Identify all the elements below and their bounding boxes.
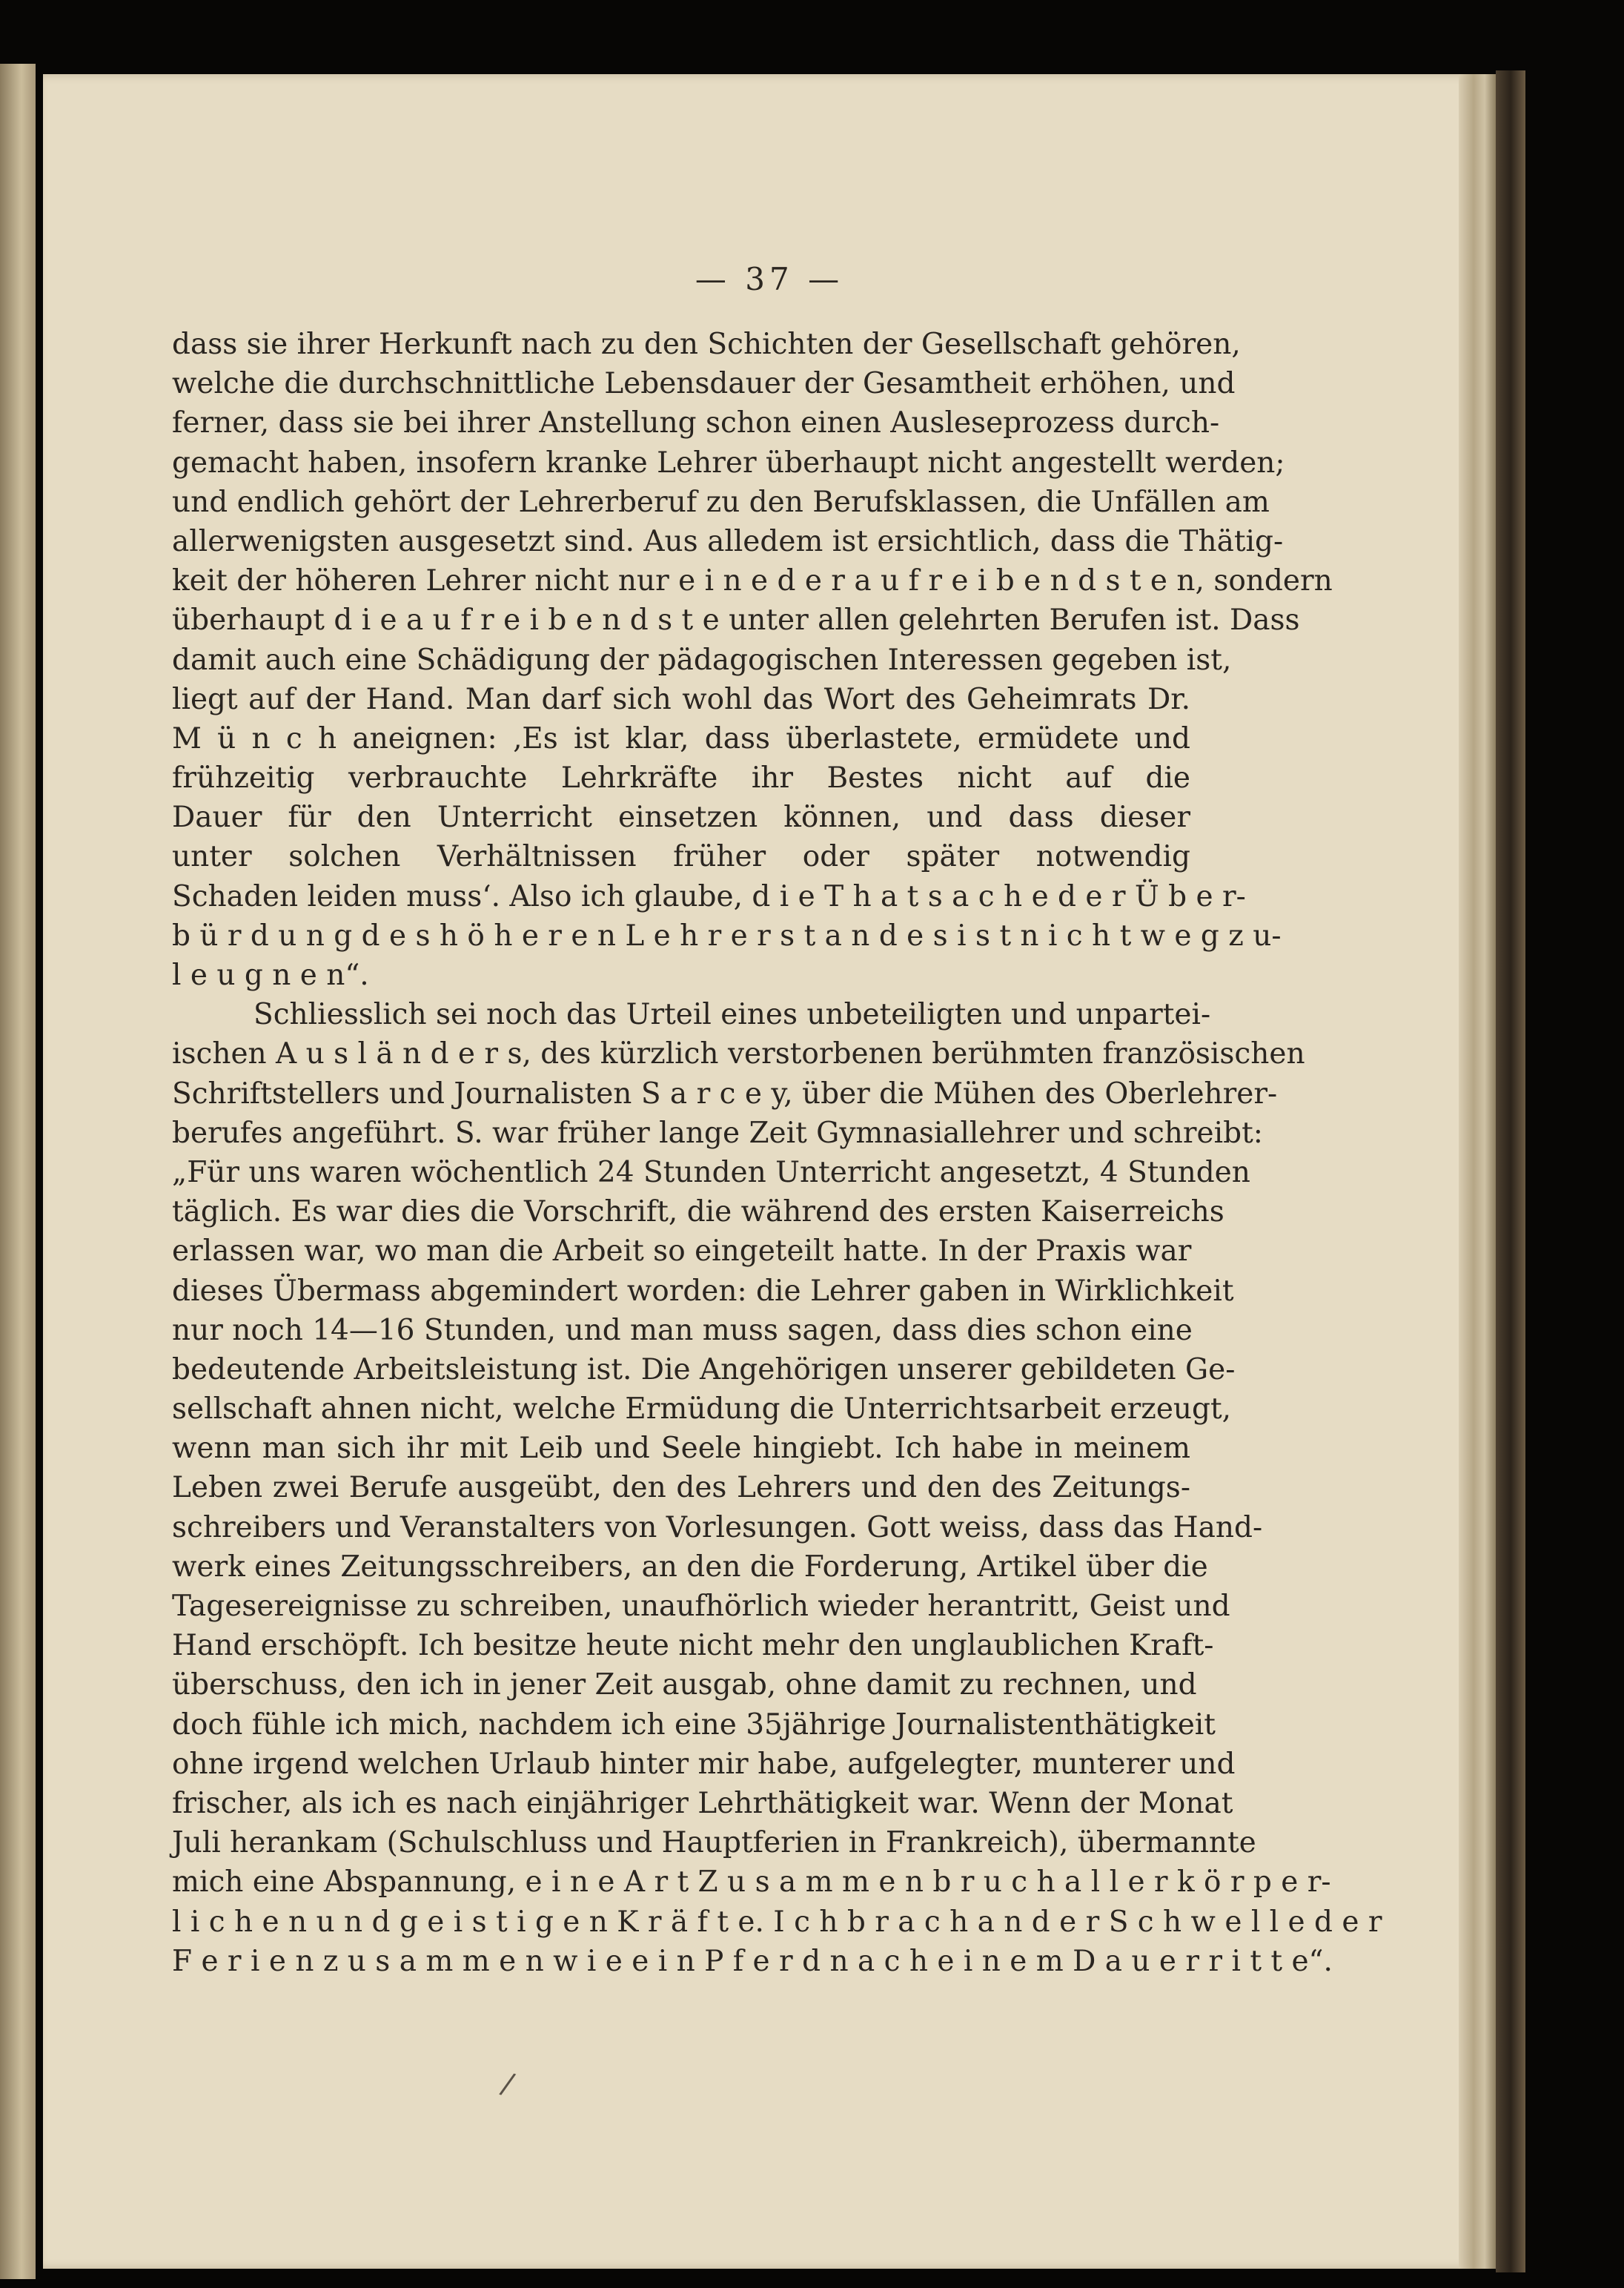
text-line: frühzeitig verbrauchte Lehrkräfte ihr Bestes nicht auf die [172, 761, 1190, 796]
text-line: Tagesereignisse zu schreiben, unaufhörlich wieder herantritt, Geist und [172, 1590, 1230, 1623]
text-line: l i c h e n u n d g e i s t i g e n K r ä f t e. I c h b r a c h a n d e r S c h w e l l e d e r [172, 1905, 1382, 1939]
page-number: — 37 — [695, 261, 844, 297]
text-line: unter solchen Verhältnissen früher oder später notwendig [172, 840, 1190, 874]
text-line: l e u g n e n“. [172, 959, 369, 992]
text-line: Dauer für den Unterricht einsetzen können, und dass dieser [172, 801, 1190, 835]
text-line: bedeutende Arbeitsleistung ist. Die Angehörigen unserer gebildeten Ge- [172, 1352, 1236, 1386]
text-line: Leben zwei Berufe ausgeübt, den des Lehrers und den des Zeitungs- [172, 1471, 1190, 1505]
text-line: M ü n c h aneignen: ‚Es ist klar, dass überlastete, ermüdete und [172, 721, 1190, 755]
book-spine [1496, 70, 1525, 2272]
text-line: ferner, dass sie bei ihrer Anstellung schon einen Ausleseprozess durch- [172, 406, 1220, 440]
text-line: schreibers und Veranstalters von Vorlesungen. Gott weiss, dass das Hand- [172, 1510, 1263, 1544]
text-line: Juli herankam (Schulschluss und Hauptferien in Frankreich), übermannte [172, 1826, 1256, 1860]
text-line: „Für uns waren wöchentlich 24 Stunden Unterricht angesetzt, 4 Stunden [172, 1155, 1250, 1189]
text-line: gemacht haben, insofern kranke Lehrer überhaupt nicht angestellt werden; [172, 446, 1285, 480]
text-line: b ü r d u n g d e s h ö h e r e n L e h r e r s t a n d e s i s t n i c h t w e g z u- [172, 919, 1282, 953]
text-line: damit auch eine Schädigung der pädagogischen Interessen gegeben ist, [172, 643, 1232, 677]
text-line: F e r i e n z u s a m m e n w i e e i n P f e r d n a c h e i n e m D a u e r r i t t e“. [172, 1944, 1333, 1978]
left-page-edge [0, 64, 36, 2279]
text-line: dieses Übermass abgemindert worden: die Lehrer gaben in Wirklichkeit [172, 1274, 1234, 1308]
text-line: ohne irgend welchen Urlaub hinter mir habe, aufgelegter, munterer und [172, 1747, 1236, 1781]
text-line: sellschaft ahnen nicht, welche Ermüdung die Unterrichtsarbeit erzeugt, [172, 1392, 1232, 1426]
text-line: allerwenigsten ausgesetzt sind. Aus alledem ist ersichtlich, dass die Thätig- [172, 524, 1284, 558]
text-line: doch fühle ich mich, nachdem ich eine 35jährige Journalistenthätigkeit [172, 1707, 1216, 1742]
body-text [172, 325, 1382, 1981]
text-line: nur noch 14—16 Stunden, und man muss sagen, dass dies schon eine [172, 1313, 1193, 1347]
text-line: ischen A u s l ä n d e r s, des kürzlich verstorbenen berühmten französischen [172, 1037, 1305, 1071]
text-line: Schriftstellers und Journalisten S a r c e y, über die Mühen des Oberlehrer- [172, 1077, 1278, 1111]
text-line: Hand erschöpft. Ich besitze heute nicht mehr den unglaublichen Kraft- [172, 1629, 1214, 1663]
text-line: welche die durchschnittliche Lebensdauer der Gesamtheit erhöhen, und [172, 367, 1236, 401]
text-line: wenn man sich ihr mit Leib und Seele hingiebt. Ich habe in meinem [172, 1432, 1190, 1466]
text-line: mich eine Abspannung, e i n e A r t Z u s a m m e n b r u c h a l l e r k ö r p e r- [172, 1865, 1331, 1899]
text-line: überschuss, den ich in jener Zeit ausgab, ohne damit zu rechnen, und [172, 1668, 1197, 1702]
text-line: dass sie ihrer Herkunft nach zu den Schichten der Gesellschaft gehören, [172, 328, 1241, 361]
text-line: und endlich gehört der Lehrerberuf zu den Berufsklassen, die Unfällen am [172, 485, 1270, 519]
text-line: keit der höheren Lehrer nicht nur e i n e d e r a u f r e i b e n d s t e n, sondern [172, 564, 1333, 598]
text-line: Schaden leiden muss‘. Also ich glaube, d i e T h a t s a c h e d e r Ü b e r- [172, 879, 1246, 913]
text-line: überhaupt d i e a u f r e i b e n d s t e unter allen gelehrten Berufen ist. Dass [172, 604, 1300, 638]
stray-pencil-mark: / [497, 2066, 518, 2102]
text-line: werk eines Zeitungsschreibers, an den die Forderung, Artikel über die [172, 1550, 1208, 1584]
page-stack-edge [1459, 74, 1496, 2269]
text-line: liegt auf der Hand. Man darf sich wohl das Wort des Geheimrats Dr. [172, 682, 1190, 716]
text-line: täglich. Es war dies die Vorschrift, die während des ersten Kaiserreichs [172, 1195, 1224, 1229]
text-line: erlassen war, wo man die Arbeit so eingeteilt hatte. In der Praxis war [172, 1234, 1192, 1269]
text-line: frischer, als ich es nach einjähriger Lehrthätigkeit war. Wenn der Monat [172, 1786, 1233, 1820]
text-line: berufes angeführt. S. war früher lange Zeit Gymnasiallehrer und schreibt: [172, 1116, 1263, 1150]
text-line: Schliesslich sei noch das Urteil eines unbeteiligten und unpartei- [253, 998, 1211, 1032]
